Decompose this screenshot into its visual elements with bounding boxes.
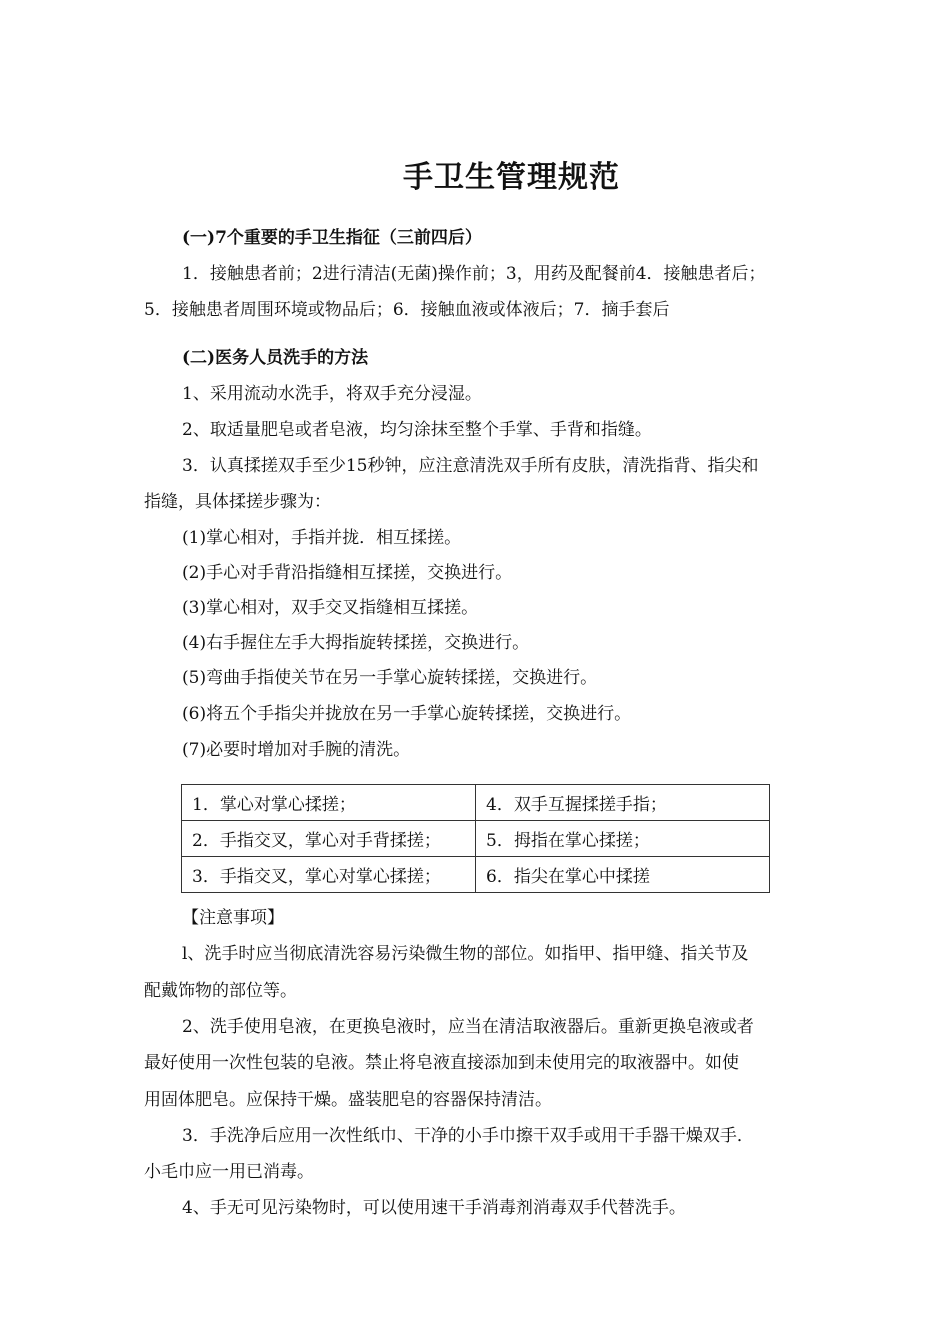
table-cell: 1．掌心对掌心揉搓； (182, 785, 476, 821)
rubbing-steps-table (181, 784, 770, 893)
step-line: 3．认真揉搓双手至少15秒钟，应注意清洗双手所有皮肤，清洗指背、指尖和 (182, 456, 759, 476)
step-line: (4)右手握住左手大拇指旋转揉搓，交换进行。 (182, 633, 530, 653)
paragraph-line: 1．接触患者前；2进行清洁(无菌)操作前；3，用药及配餐前4．接触患者后； (182, 264, 766, 284)
step-line: 指缝，具体揉搓步骤为： (144, 492, 331, 512)
step-line: (3)掌心相对，双手交叉指缝相互揉搓。 (182, 598, 479, 618)
table-row (182, 857, 770, 893)
step-line: 1、采用流动水洗手，将双手充分浸湿。 (182, 384, 482, 404)
table-row (182, 821, 770, 857)
table-cell: 2．手指交叉，掌心对手背揉搓； (182, 821, 476, 857)
note-line: 用固体肥皂。应保持干燥。盛装肥皂的容器保持清洁。 (144, 1090, 552, 1110)
note-line: 小毛巾应一用已消毒。 (144, 1162, 314, 1182)
step-line: (6)将五个手指尖并拢放在另一手掌心旋转揉搓，交换进行。 (182, 704, 632, 724)
table-row (182, 785, 770, 821)
note-line: l、洗手时应当彻底清洗容易污染微生物的部位。如指甲、指甲缝、指关节及 (182, 944, 749, 964)
note-line: 2、洗手使用皂液，在更换皂液时，应当在清洁取液器后。重新更换皂液或者 (182, 1017, 754, 1037)
step-line: (5)弯曲手指使关节在另一手掌心旋转揉搓，交换进行。 (182, 668, 598, 688)
section-heading-1: (一)7个重要的手卫生指征（三前四后） (182, 228, 482, 248)
page-title: 手卫生管理规范 (403, 160, 620, 195)
step-line: (7)必要时增加对手腕的清洗。 (182, 740, 411, 760)
table-cell: 3．手指交叉，掌心对掌心揉搓； (182, 857, 476, 893)
note-line: 最好使用一次性包装的皂液。禁止将皂液直接添加到未使用完的取液器中。如使 (144, 1053, 739, 1073)
step-line: 2、取适量肥皂或者皂液，均匀涂抹至整个手掌、手背和指缝。 (182, 420, 652, 440)
paragraph-line: 5．接触患者周围环境或物品后；6．接触血液或体液后；7．摘手套后 (144, 300, 670, 320)
table-cell: 5．拇指在掌心揉搓； (476, 821, 770, 857)
notes-heading: 【注意事项】 (182, 908, 284, 928)
note-line: 3．手洗净后应用一次性纸巾、干净的小手巾擦干双手或用干手器干燥双手． (182, 1126, 754, 1146)
step-line: (2)手心对手背沿指缝相互揉搓，交换进行。 (182, 563, 513, 583)
step-line: (1)掌心相对，手指并拢．相互揉搓。 (182, 528, 462, 548)
table-cell: 4．双手互握揉搓手指； (476, 785, 770, 821)
note-line: 配戴饰物的部位等。 (144, 981, 297, 1001)
section-heading-2: (二)医务人员洗手的方法 (182, 348, 369, 368)
table-cell: 6．指尖在掌心中揉搓 (476, 857, 770, 893)
note-line: 4、手无可见污染物时，可以使用速干手消毒剂消毒双手代替洗手。 (182, 1198, 686, 1218)
